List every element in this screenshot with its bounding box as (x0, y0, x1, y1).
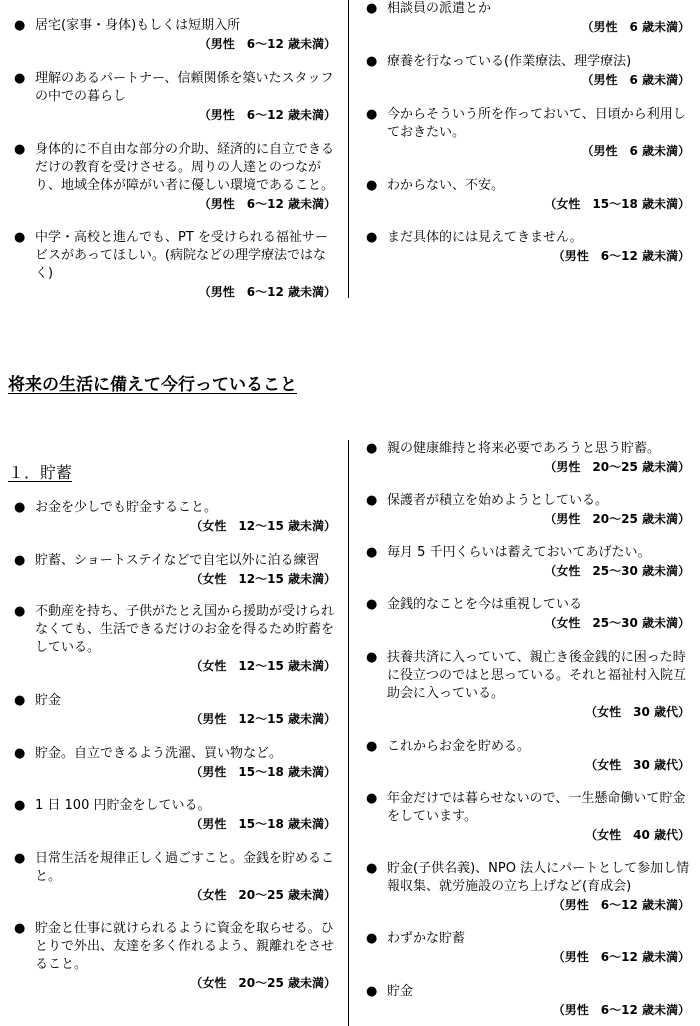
bullet-icon: ● (14, 746, 26, 761)
bullet-icon: ● (14, 921, 26, 936)
top-column-divider (348, 0, 349, 298)
bullet-icon: ● (366, 1, 378, 16)
item-text: 貯金と仕事に就けられるように資金を取らせる。ひとりで外出、友達を多く作れるよう、親離れをさせること。 (35, 921, 335, 972)
respondent-attribute: （男性 6～12 歳未満） (198, 285, 336, 299)
list-item (14, 920, 336, 992)
list-item (366, 983, 690, 1019)
list-item (366, 53, 690, 89)
item-text: 保護者が積立を始めようとしている。 (387, 493, 609, 508)
respondent-attribute: （男性 6～12 歳未満） (198, 37, 336, 51)
list-item (366, 0, 690, 36)
item-text: わずかな貯蓄 (387, 931, 466, 946)
bullet-icon: ● (14, 18, 26, 33)
respondent-attribute: （女性 12～15 歳未満） (190, 572, 336, 586)
list-item (14, 850, 336, 904)
respondent-attribute: （女性 20～25 歳未満） (190, 976, 336, 990)
bullet-icon: ● (366, 931, 378, 946)
list-item (14, 70, 336, 124)
list-item (366, 440, 690, 476)
list-item (366, 492, 690, 528)
bullet-icon: ● (14, 71, 26, 86)
respondent-attribute: （男性 12～15 歳未満） (190, 712, 336, 726)
bullet-icon: ● (14, 142, 26, 157)
list-item (366, 790, 690, 844)
list-item (366, 544, 690, 580)
item-text: これからお金を貯める。 (387, 739, 531, 754)
respondent-attribute: （男性 6～12 歳未満） (552, 950, 690, 964)
list-item (366, 177, 690, 213)
list-item (14, 499, 336, 535)
list-item (14, 603, 336, 675)
respondent-attribute: （男性 20～25 歳未満） (544, 512, 690, 526)
respondent-attribute: （男性 6～12 歳未満） (552, 249, 690, 263)
bullet-icon: ● (366, 54, 378, 69)
list-item (14, 745, 336, 781)
item-text: 相談員の派遣とか (387, 1, 492, 16)
bullet-icon: ● (14, 798, 26, 813)
bullet-icon: ● (14, 553, 26, 568)
item-text: 金銭的なことを今は重視している (387, 597, 583, 612)
respondent-attribute: （男性 6～12 歳未満） (552, 1003, 690, 1017)
item-text: 中学・高校と進んでも、PT を受けられる福祉サービスがあってほしい。(病院などの理学療法ではなく) (35, 230, 328, 281)
bullet-icon: ● (366, 545, 378, 560)
item-text: 貯金(子供名義)、NPO 法人にパートとして参加し情報収集、就労施設の立ち上げなど(育成会) (387, 861, 690, 894)
respondent-attribute: （女性 12～15 歳未満） (190, 659, 336, 673)
respondent-attribute: （女性 25～30 歳未満） (544, 564, 690, 578)
item-text: 不動産を持ち、子供がたとえ国から援助が受けられなくても、生活できるだけのお金を得るため貯蓄をしている。 (35, 604, 335, 655)
respondent-attribute: （男性 6 歳未満） (581, 73, 690, 87)
bullet-icon: ● (366, 650, 378, 665)
respondent-attribute: （男性 6 歳未満） (581, 20, 690, 34)
list-item (366, 738, 690, 774)
item-text: 身体的に不自由な部分の介助、経済的に自立できるだけの教育を受けさせる。周りの人達とのつながり、地域全体が障がい者に優しい環境であること。 (35, 142, 335, 193)
item-text: 貯金。自立できるよう洗濯、買い物など。 (35, 746, 283, 761)
list-item (366, 229, 690, 265)
item-text: 親の健康維持と将来必要であろうと思う貯蓄。 (387, 441, 661, 456)
list-item (14, 229, 336, 301)
subsection-title: １．貯蓄 (8, 463, 73, 482)
item-text: 日常生活を規律正しく過ごすこと。金銭を貯めること。 (35, 851, 335, 884)
bullet-icon: ● (366, 597, 378, 612)
bullet-icon: ● (366, 984, 378, 999)
list-item (366, 930, 690, 966)
list-item (366, 106, 690, 160)
respondent-attribute: （女性 30 歳代） (585, 758, 690, 772)
list-item (366, 860, 690, 914)
bullet-icon: ● (366, 493, 378, 508)
item-text: 扶養共済に入っていて、親亡き後金銭的に困った時に役立つのではと思っている。それと福祉村入院互助会に入っている。 (387, 650, 687, 701)
respondent-attribute: （男性 6～12 歳未満） (198, 197, 336, 211)
respondent-attribute: （女性 15～18 歳未満） (544, 197, 690, 211)
item-text: 1 日 100 円貯金をしている。 (35, 798, 211, 813)
bullet-icon: ● (14, 851, 26, 866)
bullet-icon: ● (366, 861, 378, 876)
bullet-icon: ● (366, 230, 378, 245)
item-text: 理解のあるパートナー、信頼関係を築いたスタッフの中での暮らし (35, 71, 334, 104)
bullet-icon: ● (366, 441, 378, 456)
bullet-icon: ● (366, 178, 378, 193)
item-text: 貯金 (387, 984, 414, 999)
respondent-attribute: （男性 15～18 歳未満） (190, 817, 336, 831)
list-item (14, 797, 336, 833)
item-text: わからない、不安。 (387, 178, 505, 193)
respondent-attribute: （女性 20～25 歳未満） (190, 888, 336, 902)
list-item (14, 17, 336, 53)
item-text: 居宅(家事・身体)もしくは短期入所 (35, 18, 241, 33)
item-text: まだ具体的には見えてきません。 (387, 230, 583, 245)
list-item (366, 649, 690, 721)
section-title: 将来の生活に備えて今行っていること (8, 375, 297, 395)
respondent-attribute: （男性 6～12 歳未満） (552, 898, 690, 912)
item-text: 年金だけでは暮らせないので、一生懸命働いて貯金をしています。 (387, 791, 686, 824)
bullet-icon: ● (366, 107, 378, 122)
bottom-column-divider (348, 440, 349, 1026)
item-text: 毎月 5 千円くらいは蓄えておいてあげたい。 (387, 545, 651, 560)
respondent-attribute: （女性 40 歳代） (585, 828, 690, 842)
list-item (14, 552, 336, 588)
respondent-attribute: （男性 15～18 歳未満） (190, 765, 336, 779)
item-text: 今からそういう所を作っておいて、日頃から利用しておきたい。 (387, 107, 686, 140)
list-item (366, 596, 690, 632)
respondent-attribute: （男性 20～25 歳未満） (544, 460, 690, 474)
respondent-attribute: （女性 30 歳代） (585, 705, 690, 719)
item-text: 貯金 (35, 693, 62, 708)
item-text: 療養を行なっている(作業療法、理学療法) (387, 54, 632, 69)
bullet-icon: ● (14, 604, 26, 619)
bullet-icon: ● (366, 739, 378, 754)
respondent-attribute: （男性 6～12 歳未満） (198, 108, 336, 122)
bullet-icon: ● (14, 230, 26, 245)
bullet-icon: ● (14, 693, 26, 708)
respondent-attribute: （女性 12～15 歳未満） (190, 519, 336, 533)
item-text: 貯蓄、ショートステイなどで自宅以外に泊る練習 (35, 553, 320, 568)
list-item (14, 141, 336, 213)
respondent-attribute: （女性 25～30 歳未満） (544, 616, 690, 630)
list-item (14, 692, 336, 728)
bullet-icon: ● (14, 500, 26, 515)
bullet-icon: ● (366, 791, 378, 806)
respondent-attribute: （男性 6 歳未満） (581, 144, 690, 158)
item-text: お金を少しでも貯金すること。 (35, 500, 218, 515)
